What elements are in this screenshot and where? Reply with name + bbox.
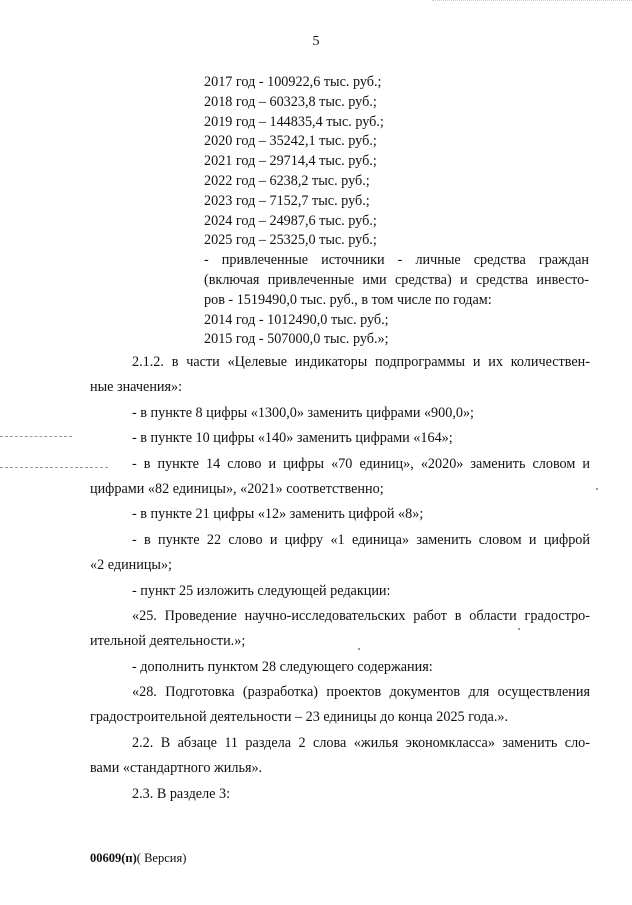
paragraph-item-14: [90, 452, 590, 503]
paragraph-line: «28. Подготовка (разработка) проектов документов для осуществления: [132, 684, 590, 701]
attracted-sources: [204, 251, 589, 350]
attracted-sources-line: ров - 1519490,0 тыс. руб., в том числе по годам:: [204, 291, 492, 308]
attracted-sources-line: (включая привлеченные ими средства) и средства инвесто-: [204, 271, 589, 288]
scan-artifact-dash: [0, 436, 72, 437]
paragraph-line: - пункт 25 изложить следующей редакции:: [132, 582, 391, 599]
scan-speck: [596, 488, 598, 490]
financing-years: [204, 73, 589, 251]
paragraph-line: - в пункте 8 цифры «1300,0» заменить цифрами «900,0»;: [132, 404, 475, 421]
paragraph-quote-25: [90, 604, 590, 655]
paragraph-line: ные значения»:: [90, 379, 183, 396]
page-number: 5: [312, 34, 320, 49]
paragraph-line: 2.1.2. в части «Целевые индикаторы подпрограммы и их количествен-: [132, 354, 590, 370]
financing-year-line: 2023 год – 7152,7 тыс. руб.;: [204, 192, 370, 209]
paragraph-2-1-2: [90, 350, 590, 401]
paragraph-item-21: [90, 502, 590, 527]
paragraph-2-3: [90, 782, 590, 807]
version-label: ( Версия): [136, 851, 187, 865]
paragraph-line: - дополнить пунктом 28 следующего содержания:: [132, 658, 433, 675]
attracted-year-line: 2014 год - 1012490,0 тыс. руб.;: [204, 311, 389, 328]
paragraph-item-25: [90, 579, 590, 604]
attracted-year-line: 2015 год - 507000,0 тыс. руб.»;: [204, 331, 389, 348]
paragraph-item-28: [90, 655, 590, 680]
paragraph-2-2: [90, 731, 590, 782]
financing-year-line: 2021 год – 29714,4 тыс. руб.;: [204, 153, 377, 170]
paragraph-line: «2 единицы»;: [90, 557, 173, 574]
financing-year-line: 2019 год – 144835,4 тыс. руб.;: [204, 113, 384, 130]
financing-year-line: 2020 год – 35242,1 тыс. руб.;: [204, 133, 377, 150]
paragraph-line: 2.3. В разделе 3:: [132, 785, 231, 802]
paragraph-item-8: [90, 401, 590, 426]
paragraph-line: - в пункте 22 слово и цифру «1 единица» заменить словом и цифрой: [132, 531, 590, 548]
attracted-sources-line: - привлеченные источники - личные средства граждан: [204, 252, 589, 269]
amendments-body: [90, 350, 590, 807]
paragraph-line: - в пункте 14 слово и цифры «70 единиц», «2020» заменить словом и: [132, 455, 590, 472]
financing-block: [204, 73, 589, 350]
document-footer: [90, 851, 186, 866]
paragraph-line: - в пункте 21 цифры «12» заменить цифрой «8»;: [132, 506, 424, 523]
paragraph-line: цифрами «82 единицы», «2021» соответственно;: [90, 480, 384, 497]
paragraph-quote-28: [90, 680, 590, 731]
scan-artifact-top: [432, 0, 632, 1]
paragraph-item-10: [90, 426, 590, 451]
paragraph-line: градостроительной деятельности – 23 единицы до конца 2025 года.».: [90, 709, 509, 726]
financing-year-line: 2017 год - 100922,6 тыс. руб.;: [204, 74, 382, 90]
paragraph-line: - в пункте 10 цифры «140» заменить цифрами «164»;: [132, 430, 453, 447]
financing-year-line: 2018 год – 60323,8 тыс. руб.;: [204, 93, 377, 110]
financing-year-line: 2022 год – 6238,2 тыс. руб.;: [204, 172, 370, 189]
paragraph-line: вами «стандартного жилья».: [90, 760, 263, 777]
financing-year-line: 2025 год – 25325,0 тыс. руб.;: [204, 232, 377, 249]
document-code: 00609(п): [90, 851, 137, 865]
paragraph-line: «25. Проведение научно-исследовательских работ в области градостро-: [132, 607, 590, 624]
paragraph-line: 2.2. В абзаце 11 раздела 2 слова «жилья экономкласса» заменить сло-: [132, 734, 590, 751]
paragraph-line: ительной деятельности.»;: [90, 633, 246, 650]
financing-year-line: 2024 год – 24987,6 тыс. руб.;: [204, 212, 377, 229]
paragraph-item-22: [90, 528, 590, 579]
